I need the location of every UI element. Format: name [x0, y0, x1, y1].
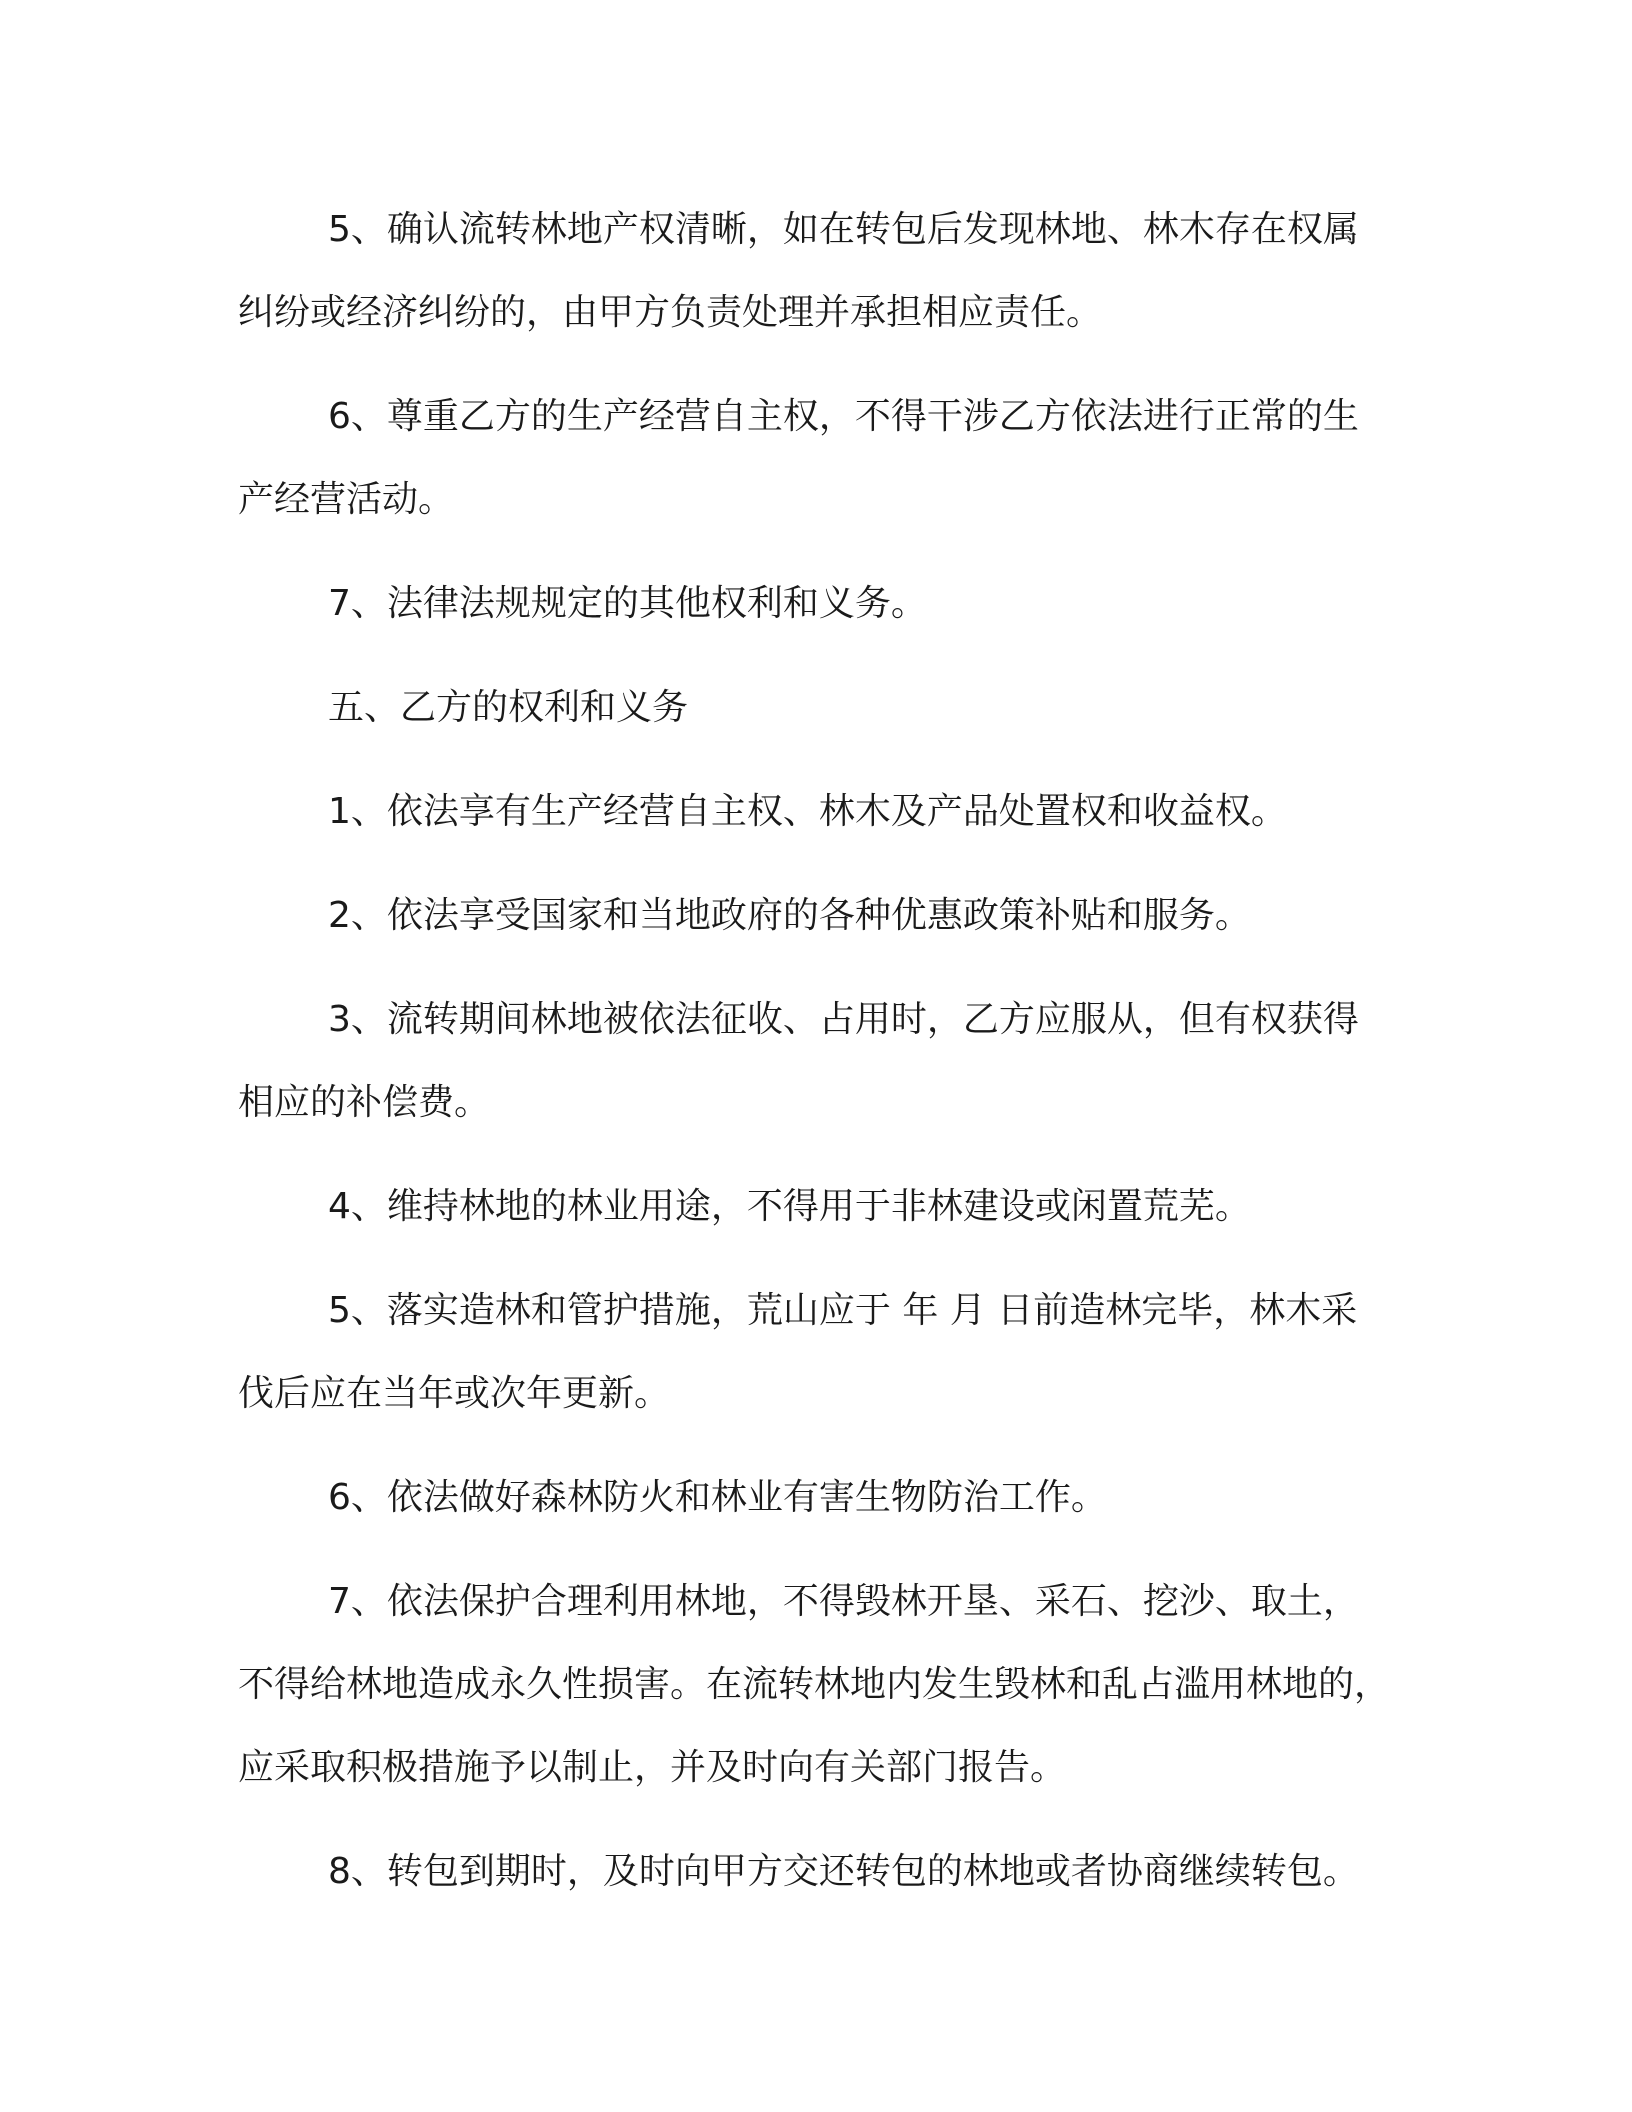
paragraph-party-b-item-5: 5、落实造林和管护措施，荒山应于 年 月 日前造林完毕，林木采伐后应在当年或次年更新。 [238, 1290, 1358, 1414]
paragraph-party-b-item-1: 1、依法享有生产经营自主权、林木及产品处置权和收益权。 [328, 791, 1287, 832]
paragraph-party-a-item-7: 7、法律法规规定的其他权利和义务。 [328, 583, 927, 624]
paragraph-party-b-item-6: 6、依法做好森林防火和林业有害生物防治工作。 [328, 1477, 1107, 1518]
paragraph-party-a-item-6: 6、尊重乙方的生产经营自主权，不得干涉乙方依法进行正常的生产经营活动。 [238, 396, 1359, 520]
paragraph-party-b-item-4: 4、维持林地的林业用途，不得用于非林建设或闲置荒芜。 [328, 1186, 1251, 1227]
document-body [238, 188, 1390, 1934]
paragraph-party-a-item-5: 5、确认流转林地产权清晰，如在转包后发现林地、林木存在权属纠纷或经济纠纷的，由甲方负责处理并承担相应责任。 [238, 209, 1359, 333]
paragraph-party-b-item-8: 8、转包到期时，及时向甲方交还转包的林地或者协商继续转包。 [328, 1851, 1359, 1892]
paragraph-party-b-item-2: 2、依法享受国家和当地政府的各种优惠政策补贴和服务。 [328, 895, 1251, 936]
paragraph-party-b-item-7: 7、依法保护合理利用林地，不得毁林开垦、采石、挖沙、取土，不得给林地造成永久性损害。在流转林地内发生毁林和乱占滥用林地的，应采取积极措施予以制止，并及时向有关部门报告。 [238, 1581, 1391, 1788]
section-heading-party-b: 五、乙方的权利和义务 [328, 687, 689, 728]
paragraph-party-b-item-3: 3、流转期间林地被依法征收、占用时，乙方应服从，但有权获得相应的补偿费。 [238, 999, 1359, 1123]
